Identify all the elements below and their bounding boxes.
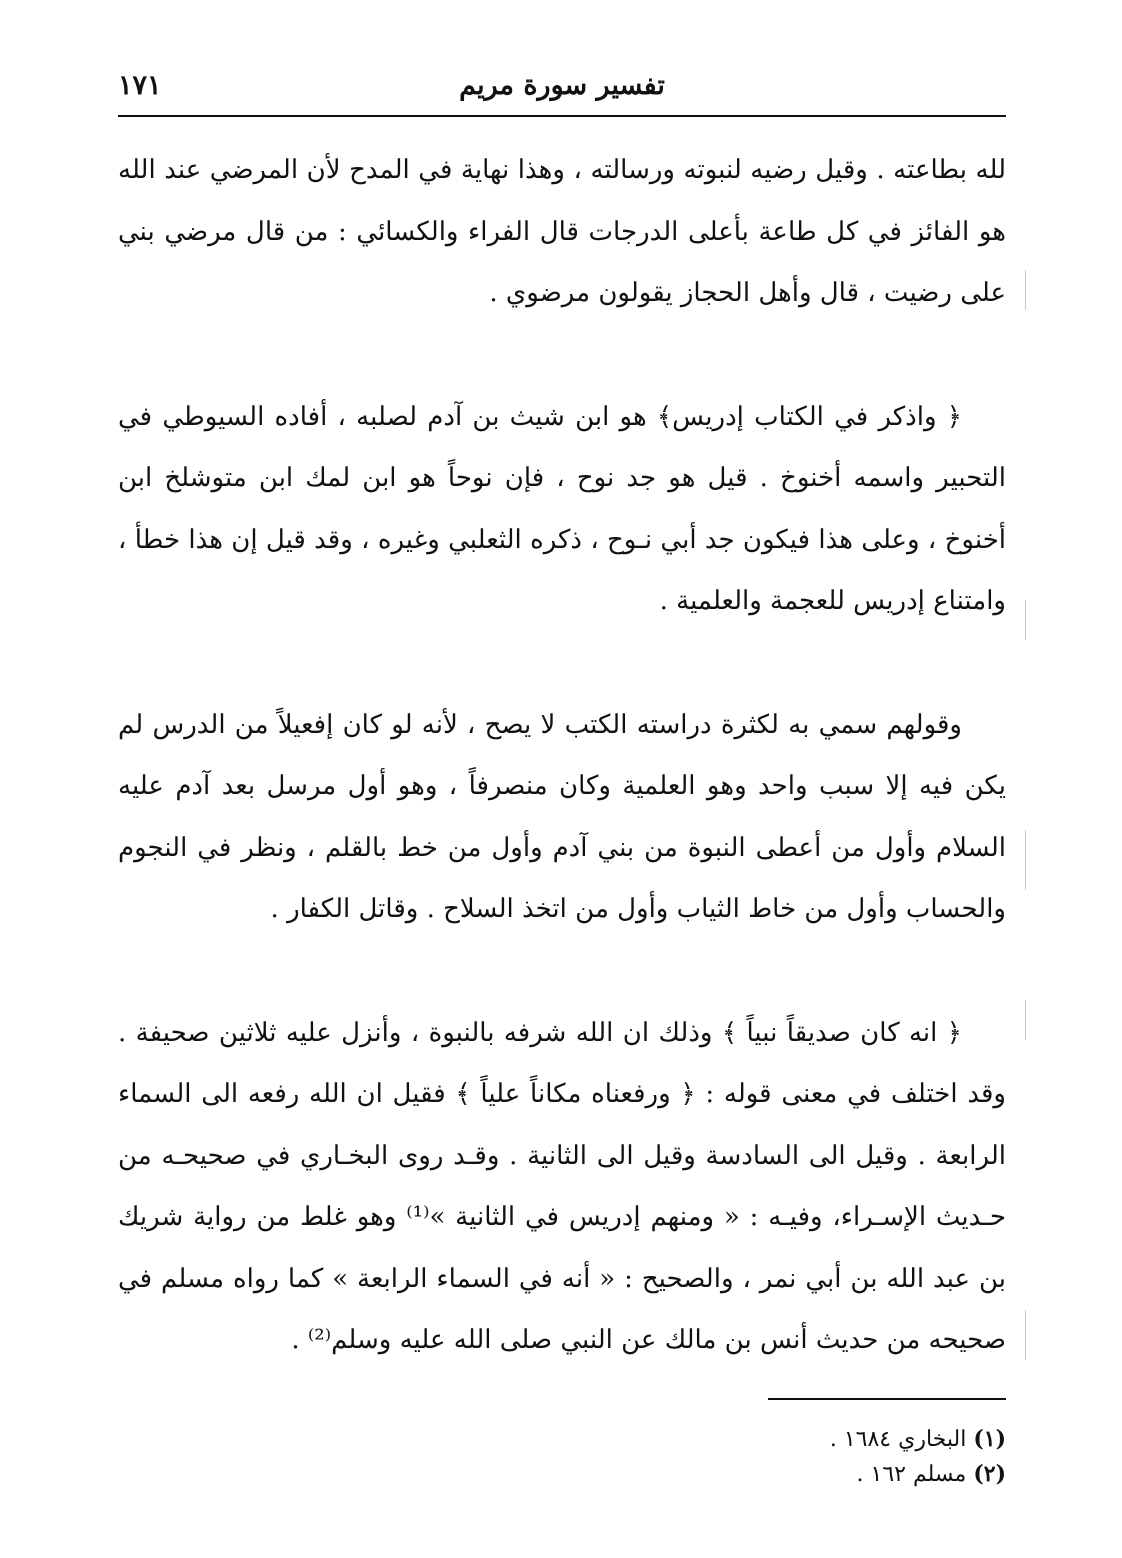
scan-margin-mark — [1025, 1000, 1026, 1040]
footnote-number: (١) — [973, 1426, 1006, 1452]
paragraph: ﴿ انه كان صديقاً نبياً ﴾ وذلك ان الله شرفه بالنبوة ، وأنزل عليه ثلاثين صحيفة . وقد اختلف في معنى قوله : ﴿ ورفعناه مكاناً علياً ﴾ فقيل ان الله رفعه الى السماء الرابعة . وقيل الى السادسة وقيل الى الثانية . وقـد روى البخـاري في صحيحـه من حـديث الإسـراء، وفيـه : « ومنهم إدريس في الثانية »⁽¹⁾ وهو غلط من رواية شريك بن عبد الله بن أبي نمر ، والصحيح : « أنه في السماء الرابعة » كما رواه مسلم في صحيحه من حديث أنس بن مالك عن النبي صلى الله عليه وسلم⁽²⁾ . — [118, 1017, 1006, 1355]
header-rule — [118, 115, 1006, 117]
paragraph: وقولهم سمي به لكثرة دراسته الكتب لا يصح ، لأنه لو كان إفعيلاً من الدرس لم يكن فيه إلا سبب واحد وهو العلمية وكان منصرفاً ، وهو أول مرسل بعد آدم عليه السلام وأول من أعطى النبوة من بني آدم وأول من خط بالقلم ، ونظر في النجوم والحساب وأول من خاط الثياب وأول من اتخذ السلاح . وقاتل الكفار . — [118, 709, 1006, 924]
footnote — [118, 1457, 1006, 1492]
footnote — [118, 1422, 1006, 1457]
scan-margin-mark — [1025, 270, 1026, 310]
paragraph: ﴿ واذكر في الكتاب إدريس﴾ هو ابن شيث بن آدم لصلبه ، أفاده السيوطي في التحبير واسمه أخنوخ . قيل هو جد نوح ، فإن نوحاً هو ابن لمك ابن متوشلخ ابن أخنوخ ، وعلى هذا فيكون جد أبي نـوح ، ذكره الثعلبي وغيره ، وقد قيل إن هذا خطأ ، وامتناع إدريس للعجمة والعلمية . — [118, 401, 1006, 616]
scan-margin-mark — [1025, 1310, 1026, 1360]
footnotes — [118, 1422, 1006, 1492]
page-body — [118, 140, 1006, 1372]
footnote-rule — [768, 1398, 1006, 1400]
footnote-text: مسلم ١٦٢ . — [856, 1462, 967, 1487]
running-title: تفسير سورة مريم — [459, 70, 665, 101]
paragraph-gap — [118, 325, 1006, 387]
footnote-number: (٢) — [973, 1461, 1006, 1487]
page-number: ١٧١ — [118, 70, 162, 101]
footnote-text: البخاري ١٦٨٤ . — [829, 1427, 967, 1452]
paragraph: لله بطاعته . وقيل رضيه لنبوته ورسالته ، وهذا نهاية في المدح لأن المرضي عند الله هو الفائز في كل طاعة بأعلى الدرجات قال الفراء والكسائي : من قال مرضي بني على رضيت ، قال وأهل الحجاز يقولون مرضوي . — [118, 155, 1006, 308]
scan-margin-mark — [1025, 830, 1026, 890]
paragraph-gap — [118, 941, 1006, 1003]
scan-margin-mark — [1025, 600, 1026, 640]
paragraph-gap — [118, 633, 1006, 695]
page-header — [118, 58, 1006, 114]
